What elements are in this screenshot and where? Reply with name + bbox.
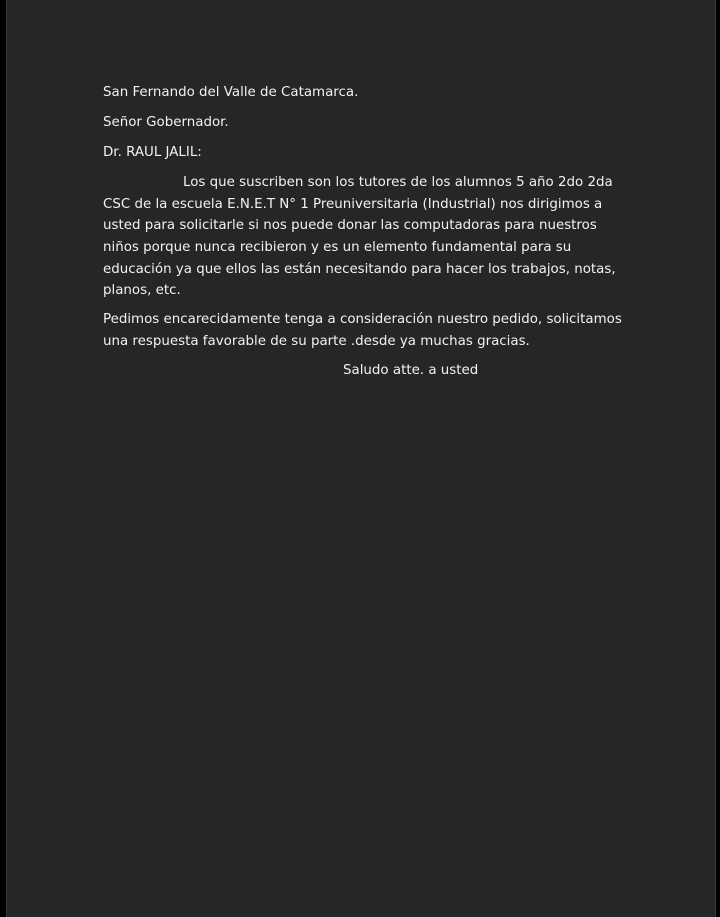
paragraph-1-line: Los que suscriben son los tutores de los alumnos 5 año 2do 2da — [183, 175, 613, 191]
letter-salutation: Señor Gobernador. — [103, 115, 229, 131]
letter-paragraph-1 — [103, 172, 633, 302]
letter-paragraph-2 — [103, 309, 633, 352]
letter-addressee: Dr. RAUL JALIL: — [103, 145, 202, 161]
paragraph-1-line: niños porque nunca recibieron y es un elemento fundamental para su — [103, 240, 572, 256]
letter-place: San Fernando del Valle de Catamarca. — [103, 85, 359, 100]
paragraph-1-line: educación ya que ellos las están necesitando para hacer los trabajos, notas, — [103, 261, 616, 277]
paragraph-1-line: CSC de la escuela E.N.E.T N° 1 Preuniversitaria (Industrial) nos dirigimos a — [103, 196, 603, 212]
paragraph-2-line: una respuesta favorable de su parte .desde ya muchas gracias. — [103, 333, 530, 349]
paragraph-1-line: planos, etc. — [103, 283, 181, 299]
paragraph-2-line: Pedimos encarecidamente tenga a consideración nuestro pedido, solicitamos — [103, 312, 622, 328]
letter-body — [103, 82, 633, 382]
paragraph-1-line: usted para solicitarle si nos puede donar las computadoras para nuestros — [103, 218, 597, 234]
letter-closing: Saludo atte. a usted — [343, 363, 479, 379]
document-page — [6, 0, 716, 917]
